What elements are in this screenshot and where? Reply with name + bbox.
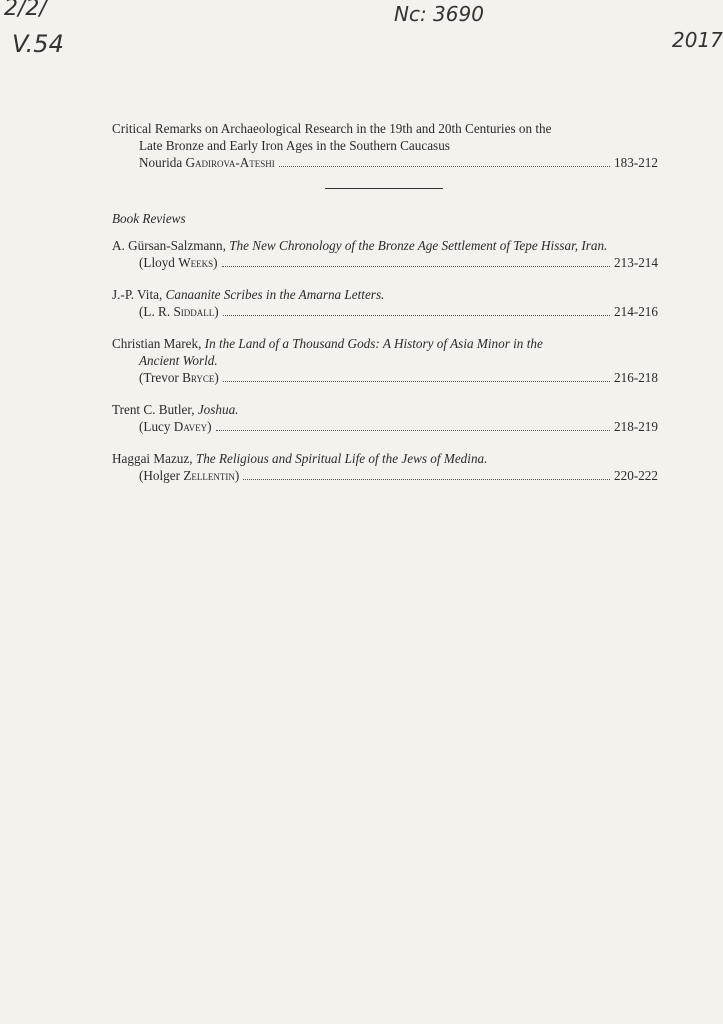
article-title-line-2: Late Bronze and Early Iron Ages in the Southern Caucasus: [139, 138, 450, 153]
review-entry: [112, 401, 658, 435]
review-title-line: [112, 450, 658, 467]
book-title: The Religious and Spiritual Life of the Jews of Medina.: [195, 451, 488, 466]
reviewer: [139, 369, 219, 386]
book-title-continued: Ancient World.: [139, 353, 218, 368]
reviewer-first-name: (Holger: [139, 468, 181, 483]
book-title: Canaanite Scribes in the Amarna Letters.: [165, 287, 385, 302]
section-divider: [325, 188, 443, 189]
reviewer-first-name: (Lloyd: [139, 255, 175, 270]
article-title-line-1: Critical Remarks on Archaeological Research in the 19th and 20th Centuries on the: [112, 121, 552, 136]
reviewer: [139, 303, 219, 320]
page-range: 220-222: [614, 468, 658, 483]
section-heading: Book Reviews: [112, 211, 186, 226]
page-range: 213-214: [614, 255, 658, 270]
dot-leader: [222, 265, 610, 267]
reviewer-line: [112, 467, 658, 484]
article-author-line: [112, 154, 658, 171]
review-list: [112, 237, 658, 484]
table-of-contents: [112, 120, 658, 499]
handwritten-volume-number: V.54: [12, 30, 64, 58]
reviewer-last-name: Bryce): [182, 370, 219, 385]
book-title: Joshua.: [197, 402, 239, 417]
reviewer-line: [112, 418, 658, 435]
reviewer: [139, 418, 212, 435]
book-author: Trent C. Butler,: [112, 402, 195, 417]
reviewer-line: [112, 254, 658, 271]
book-author: J.-P. Vita,: [112, 287, 163, 302]
dot-leader: [243, 478, 610, 480]
review-entry: [112, 286, 658, 320]
dot-leader: [216, 429, 610, 431]
reviewer-last-name: Davey): [173, 419, 212, 434]
review-title-line: [112, 286, 658, 303]
dot-leader: [223, 380, 610, 382]
reviewer: [139, 467, 239, 484]
page-range: 183-212: [614, 155, 658, 170]
review-entry: [112, 450, 658, 484]
reviewer-first-name: (Lucy: [139, 419, 171, 434]
dot-leader: [223, 314, 610, 316]
reviewer-first-name: (Trevor: [139, 370, 179, 385]
author-last-name: Gadirova-Ateshi: [185, 155, 275, 170]
dot-leader: [279, 165, 610, 167]
book-title: The New Chronology of the Bronze Age Settlement of Tepe Hissar, Iran.: [229, 238, 608, 253]
review-title-line: [112, 335, 658, 352]
handwritten-call-number: Nc: 3690: [394, 2, 484, 26]
book-title: In the Land of a Thousand Gods: A History of Asia Minor in the: [204, 336, 543, 351]
page-range: 218-219: [614, 419, 658, 434]
book-author: A. Gürsan-Salzmann,: [112, 238, 226, 253]
reviewer-line: [112, 303, 658, 320]
reviewer-last-name: Siddall): [173, 304, 219, 319]
author-first-name: Nourida: [139, 155, 183, 170]
article-author: [139, 154, 275, 171]
handwritten-note-top-left: 2/2/: [4, 0, 47, 21]
reviewer-line: [112, 369, 658, 386]
review-title-line: [112, 237, 658, 254]
book-author: Christian Marek,: [112, 336, 202, 351]
review-title-continuation: [112, 352, 658, 369]
reviewer-last-name: Weeks): [178, 255, 218, 270]
article-entry: [112, 120, 658, 171]
review-title-line: [112, 401, 658, 418]
review-entry: [112, 237, 658, 271]
reviewer: [139, 254, 218, 271]
handwritten-note-top-right: 2017: [672, 28, 723, 52]
reviewer-last-name: Zellentin): [183, 468, 240, 483]
reviewer-first-name: (L. R.: [139, 304, 171, 319]
review-entry: [112, 335, 658, 386]
page-range: 216-218: [614, 370, 658, 385]
book-author: Haggai Mazuz,: [112, 451, 193, 466]
page-range: 214-216: [614, 304, 658, 319]
